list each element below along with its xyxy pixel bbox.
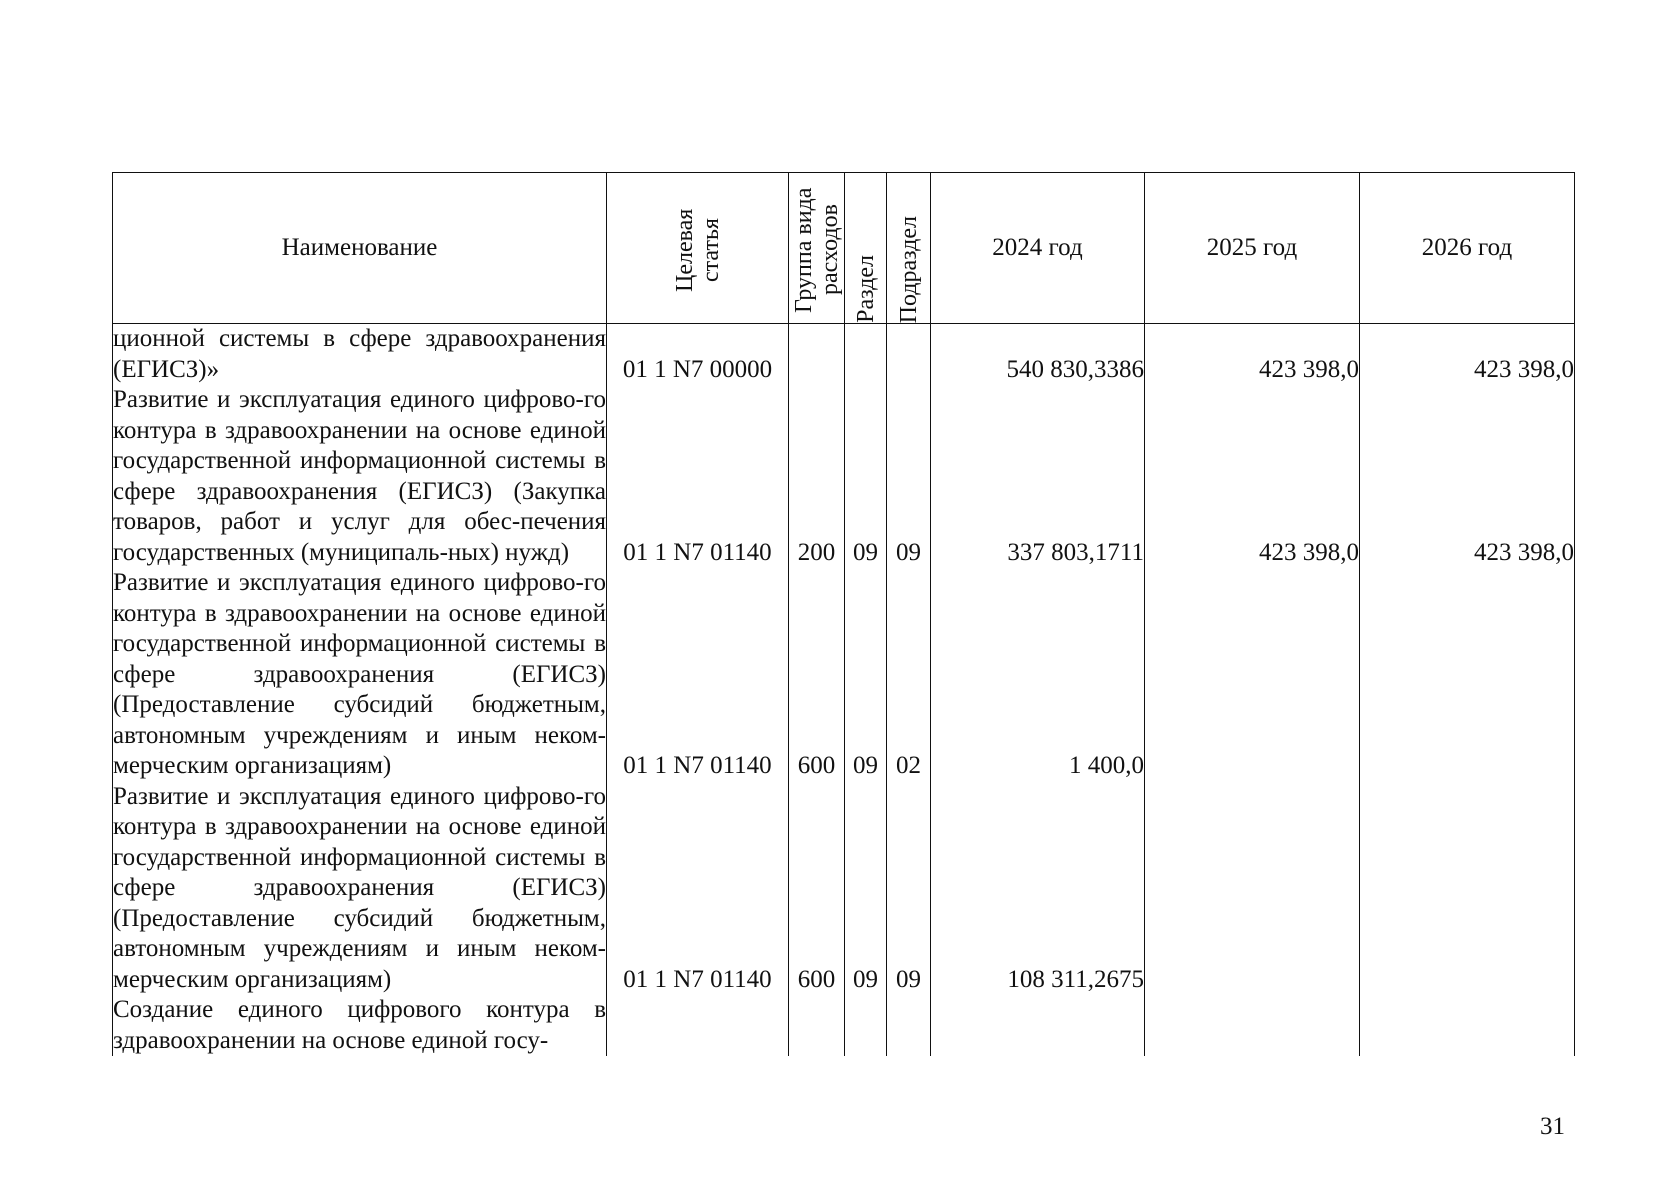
header-2025: 2025 год — [1145, 173, 1360, 324]
header-expense-group-label: Группа вида расходов — [790, 187, 843, 313]
header-name: Наименование — [113, 173, 607, 324]
header-section — [845, 173, 887, 324]
row-subsection: 02 — [887, 568, 931, 782]
row-target: 01 1 N7 00000 — [607, 324, 789, 386]
row-2024: 337 803,1711 — [931, 385, 1145, 568]
row-target: 01 1 N7 01140 — [607, 385, 789, 568]
row-2026 — [1360, 782, 1575, 996]
table-row — [113, 324, 1575, 386]
header-target — [607, 173, 789, 324]
row-name: Развитие и эксплуатация единого цифрово-го контура в здравоохранении на основе единой государственной информационной системы в сфере здравоохранения (ЕГИСЗ) (Предоставление субсидий бюджетным, автономным учреждениям и иным неком-мерческим организациям) — [113, 568, 607, 782]
table-row — [113, 782, 1575, 996]
row-2025: 423 398,0 — [1145, 385, 1360, 568]
row-2025: 423 398,0 — [1145, 324, 1360, 386]
row-2026: 423 398,0 — [1360, 385, 1575, 568]
row-subsection — [887, 995, 931, 1056]
row-section — [845, 995, 887, 1056]
row-subsection: 09 — [887, 782, 931, 996]
row-2025 — [1145, 568, 1360, 782]
row-target — [607, 995, 789, 1056]
budget-table — [112, 172, 1575, 1056]
row-2024 — [931, 995, 1145, 1056]
row-2024: 108 311,2675 — [931, 782, 1145, 996]
header-2024: 2024 год — [931, 173, 1145, 324]
row-group — [789, 324, 845, 386]
header-subsection-label: Подраздел — [895, 215, 922, 323]
row-section: 09 — [845, 385, 887, 568]
row-target: 01 1 N7 01140 — [607, 782, 789, 996]
row-target: 01 1 N7 01140 — [607, 568, 789, 782]
table-body — [113, 324, 1575, 1057]
header-expense-group — [789, 173, 845, 324]
page-number: 31 — [1540, 1113, 1565, 1140]
row-section — [845, 324, 887, 386]
row-2026 — [1360, 995, 1575, 1056]
header-target-label: Целевая статья — [671, 208, 724, 292]
header-subsection — [887, 173, 931, 324]
row-name: Создание единого цифрового контура в здравоохранении на основе единой госу- — [113, 995, 607, 1056]
row-2026 — [1360, 568, 1575, 782]
row-section: 09 — [845, 782, 887, 996]
row-2025 — [1145, 782, 1360, 996]
row-2024: 540 830,3386 — [931, 324, 1145, 386]
row-subsection — [887, 324, 931, 386]
row-2025 — [1145, 995, 1360, 1056]
table-row — [113, 385, 1575, 568]
row-group: 600 — [789, 568, 845, 782]
row-group: 600 — [789, 782, 845, 996]
header-section-label: Раздел — [852, 255, 879, 323]
header-2026: 2026 год — [1360, 173, 1575, 324]
row-name: Развитие и эксплуатация единого цифрово-го контура в здравоохранении на основе единой государственной информационной системы в сфере здравоохранения (ЕГИСЗ) (Предоставление субсидий бюджетным, автономным учреждениям и иным неком-мерческим организациям) — [113, 782, 607, 996]
row-name: ционной системы в сфере здравоохранения (ЕГИСЗ)» — [113, 324, 607, 386]
row-name: Развитие и эксплуатация единого цифрово-го контура в здравоохранении на основе единой государственной информационной системы в сфере здравоохранения (ЕГИСЗ) (Закупка товаров, работ и услуг для обес-печения государственных (муниципаль-ных) нужд) — [113, 385, 607, 568]
row-2024: 1 400,0 — [931, 568, 1145, 782]
row-group: 200 — [789, 385, 845, 568]
row-2026: 423 398,0 — [1360, 324, 1575, 386]
table-row — [113, 568, 1575, 782]
row-group — [789, 995, 845, 1056]
table-row — [113, 995, 1575, 1056]
row-subsection: 09 — [887, 385, 931, 568]
row-section: 09 — [845, 568, 887, 782]
table-header — [113, 173, 1575, 324]
